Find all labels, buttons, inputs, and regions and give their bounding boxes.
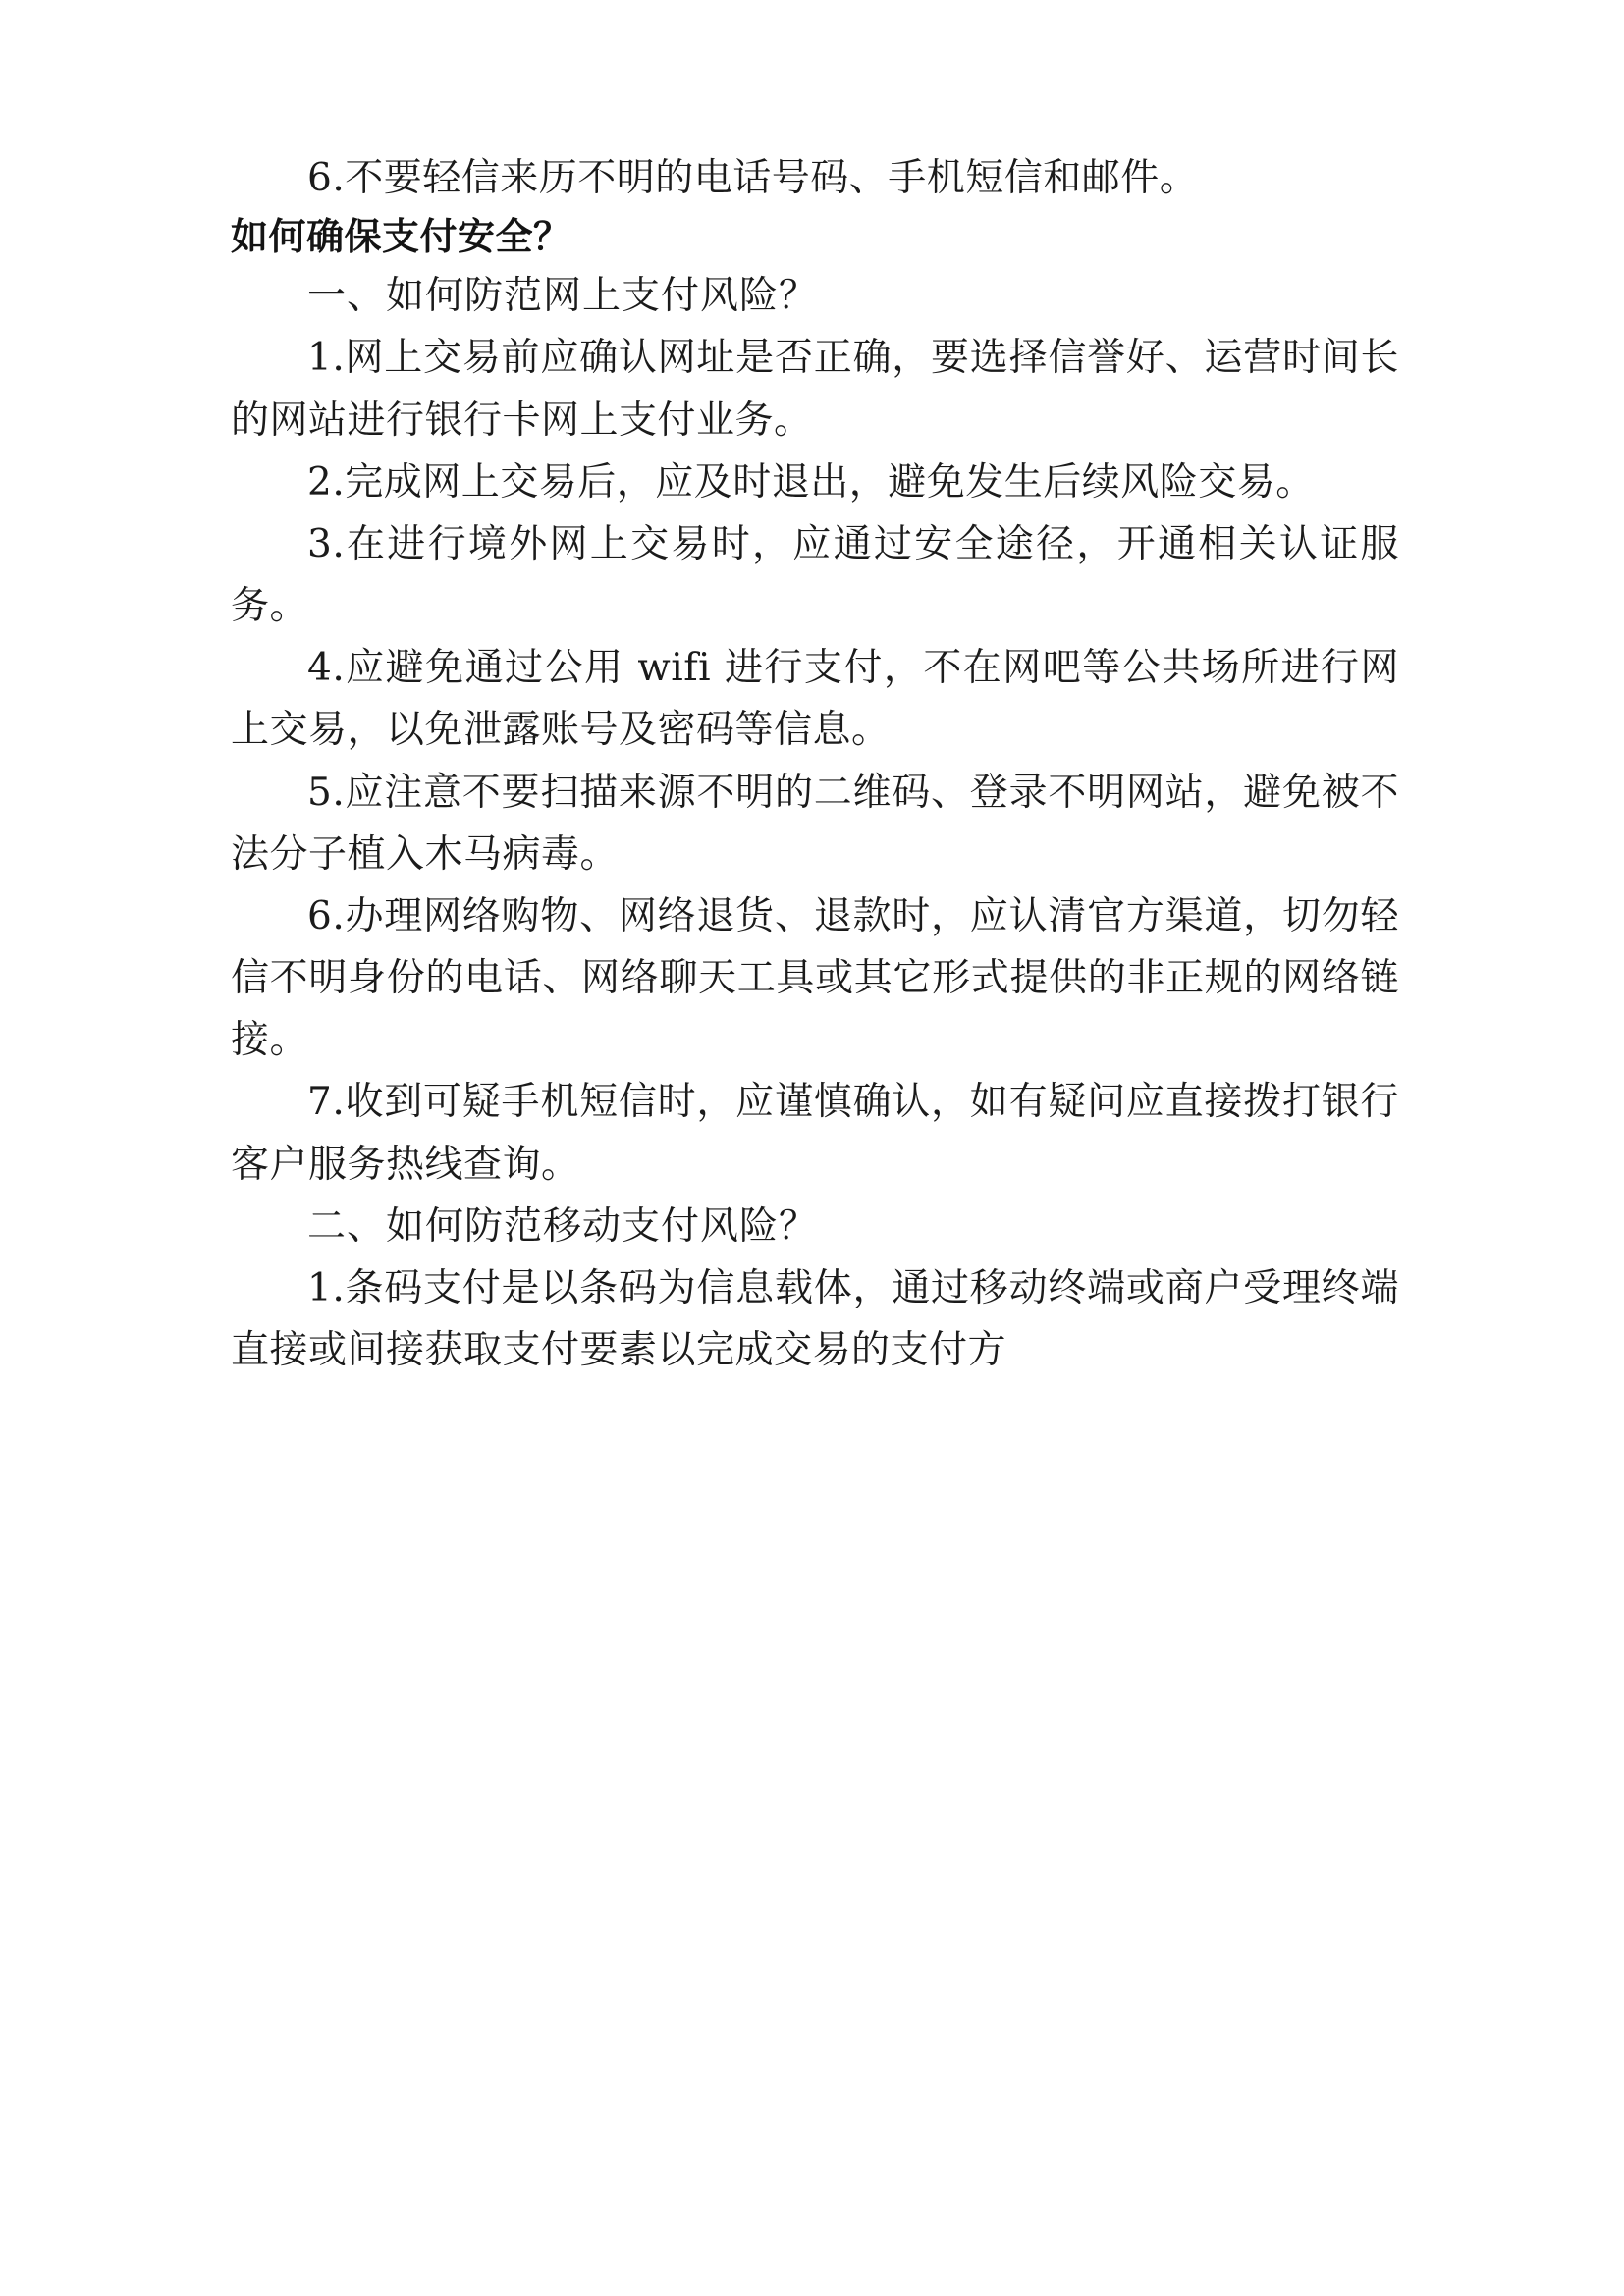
paragraph-online-item-2: 2.完成网上交易后，应及时退出，避免发生后续风险交易。 [307,459,1315,505]
paragraph-online-item-3: 3.在进行境外网上交易时，应通过安全途径，开通相关认证服务。 [231,521,1399,629]
paragraph-item-6-top: 6.不要轻信来历不明的电话号码、手机短信和邮件。 [307,156,1199,200]
paragraph-mobile-item-1: 1.条码支付是以条码为信息载体，通过移动终端或商户受理终端直接或间接获取支付要素以完成交易的支付方 [231,1265,1399,1373]
paragraph-online-item-1: 1.网上交易前应确认网址是否正确，要选择信誉好、运营时间长的网站进行银行卡网上支付业务。 [231,336,1399,443]
subsection-heading-two: 二、如何防范移动支付风险？ [307,1203,819,1249]
paragraph-online-item-4: 4.应避免通过公用 wifi 进行支付，不在网吧等公共场所进行网上交易，以免泄露账号及密码等信息。 [231,646,1399,753]
paragraph-online-item-6: 6.办理网络购物、网络退货、退款时，应认清官方渠道，切勿轻信不明身份的电话、网络聊天工具或其它形式提供的非正规的网络链接。 [231,893,1399,1063]
paragraph-online-item-5: 5.应注意不要扫描来源不明的二维码、登录不明网站，避免被不法分子植入木马病毒。 [231,770,1399,877]
paragraph-online-item-7: 7.收到可疑手机短信时，应谨慎确认，如有疑问应直接拨打银行客户服务热线查询。 [231,1080,1399,1187]
section-heading: 如何确保支付安全？ [231,215,571,259]
document-body [231,147,1399,1381]
subsection-heading-one: 一、如何防范网上支付风险？ [307,274,819,319]
